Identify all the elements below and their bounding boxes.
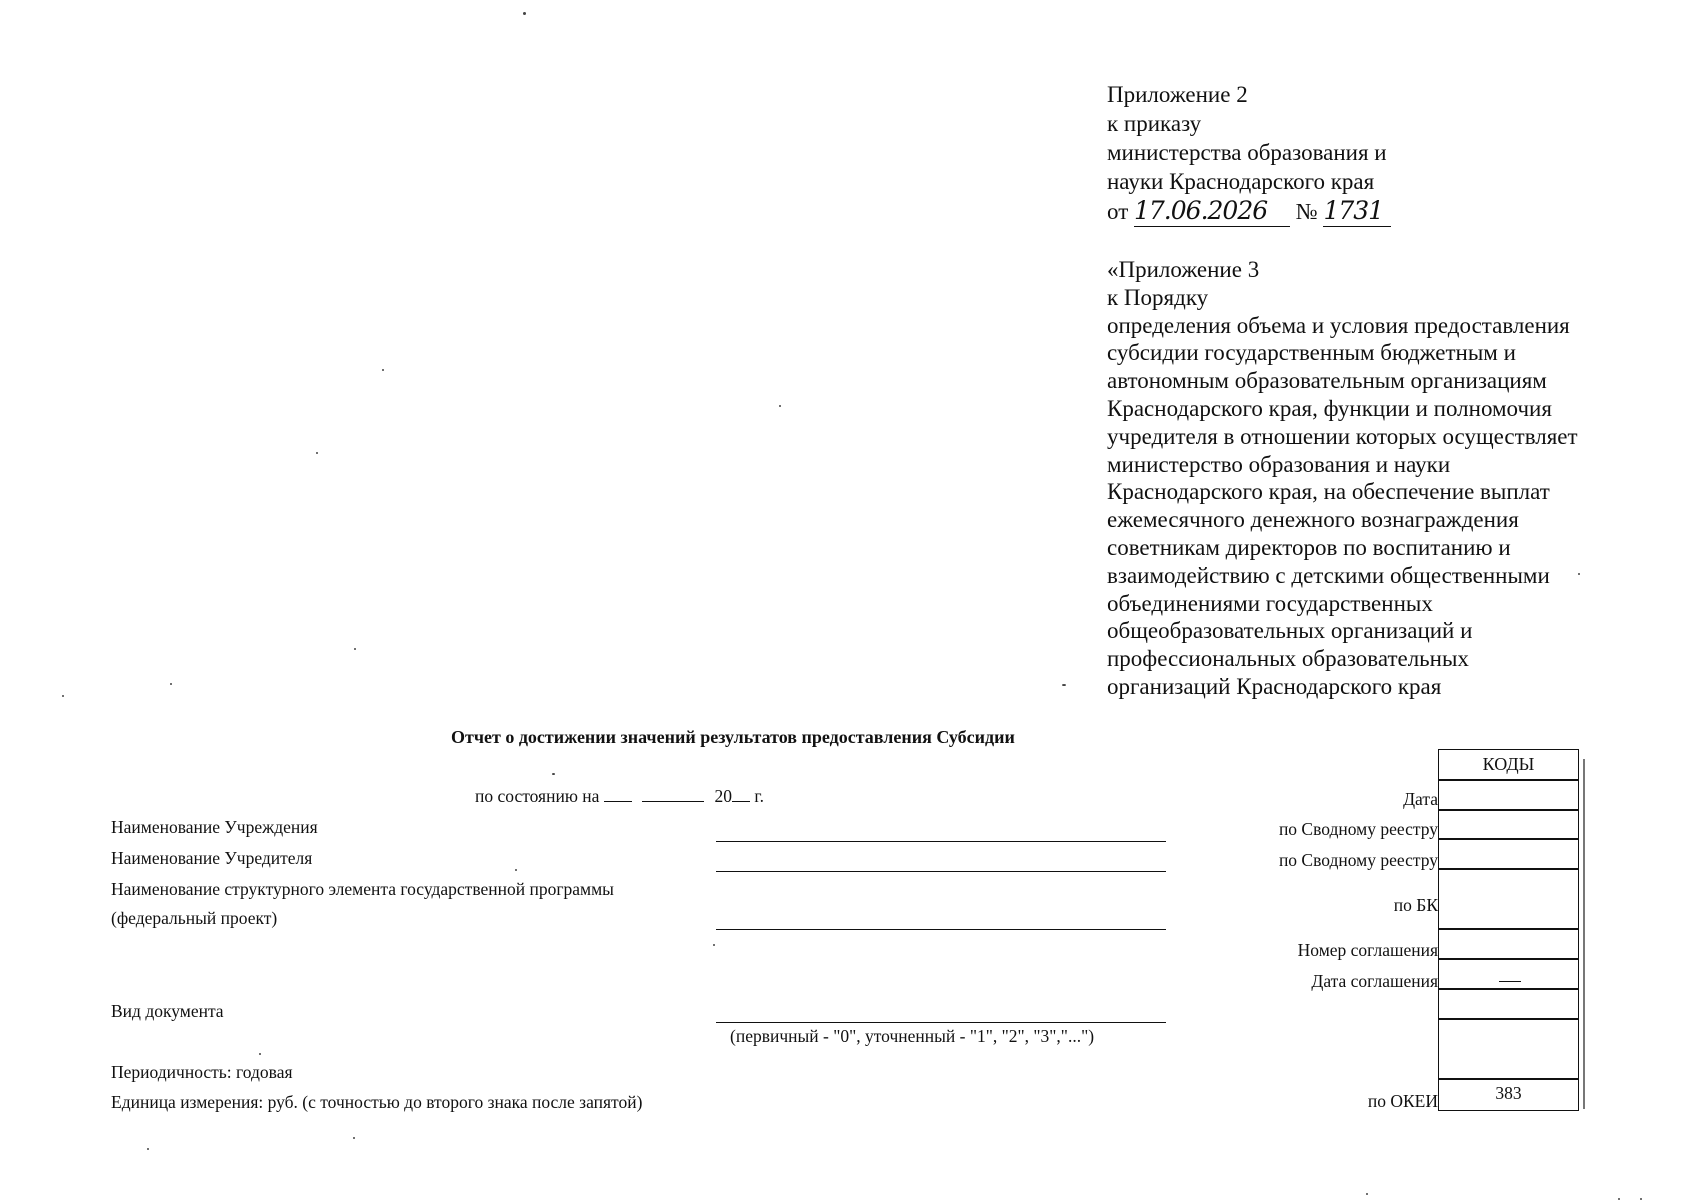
unit-label: Единица измерения: руб. (с точностью до второго знака после запятой) (111, 1092, 643, 1112)
scan-speck (1366, 1193, 1368, 1195)
program-field[interactable] (716, 929, 1166, 930)
appendix-2-block (1107, 80, 1391, 227)
as-of-year: 20 (714, 786, 733, 806)
agreement-number-label: Номер соглашения (1297, 940, 1438, 960)
order-date-handwritten: 17.06.2026 (1134, 196, 1268, 225)
appendix-3-line: профессиональных образовательных (1107, 646, 1469, 672)
founder-field[interactable] (716, 871, 1166, 872)
appendix-3-line: учредителя в отношении которых осуществляет (1107, 423, 1578, 449)
appendix-3-line: взаимодействию с детскими общественными (1107, 562, 1550, 588)
agreement-number-cell[interactable] (1438, 928, 1579, 960)
scan-speck (1062, 684, 1066, 686)
order-prefix: от (1107, 199, 1129, 224)
appendix-3-line: советникам директоров по воспитанию и (1107, 534, 1511, 560)
appendix-3-line: организаций Краснодарского края (1107, 673, 1442, 699)
founder-label: Наименование Учредителя (111, 848, 313, 868)
agreement-date-cell[interactable] (1438, 958, 1579, 990)
extra-code-cell[interactable] (1438, 1018, 1579, 1080)
scan-speck (147, 1148, 149, 1150)
registry-code-label-2: по Сводному реестру (1278, 850, 1438, 870)
agreement-date-label: Дата соглашения (1311, 971, 1438, 991)
scan-speck (523, 12, 526, 15)
bk-code-label: по БК (1393, 895, 1438, 915)
appendix-3-line: «Приложение 3 (1107, 257, 1260, 282)
appendix-2-line: к приказу (1107, 111, 1202, 136)
scan-speck (552, 773, 555, 775)
appendix-3-block (1107, 256, 1578, 701)
scan-speck (354, 648, 356, 650)
codes-table (1438, 749, 1582, 1115)
appendix-3-line: объединениями государственных (1107, 590, 1433, 616)
doc-type-field[interactable] (716, 1022, 1166, 1023)
appendix-3-line: к Порядку (1107, 284, 1209, 310)
okei-code-value: 383 (1495, 1083, 1522, 1103)
okei-code-label: по ОКЕИ (1367, 1091, 1438, 1111)
scan-speck (259, 1053, 261, 1055)
doc-type-code-cell[interactable] (1438, 988, 1579, 1020)
registry-code-cell-2[interactable] (1438, 838, 1579, 870)
program-label-line2: (федеральный проект) (111, 908, 278, 928)
appendix-3-line: определения объема и условия предоставления (1107, 312, 1570, 338)
appendix-2-line: Приложение 2 (1107, 82, 1248, 107)
appendix-3-line: министерство образования и науки (1107, 451, 1451, 477)
as-of-suffix: г. (754, 786, 764, 806)
order-line (1107, 196, 1391, 227)
as-of-prefix: по состоянию на (475, 786, 600, 806)
order-number-field (1323, 196, 1391, 227)
scan-speck (170, 683, 172, 685)
scan-speck (353, 1137, 355, 1139)
table-shadow (1583, 759, 1585, 1109)
doc-type-hint: (первичный - "0", уточненный - "1", "2", "3","...") (730, 1026, 1095, 1046)
appendix-3-line: субсидии государственным бюджетным и (1107, 340, 1516, 366)
bk-code-cell[interactable] (1438, 868, 1579, 930)
appendix-3-line: ежемесячного денежного вознаграждения (1107, 507, 1519, 533)
order-number-handwritten: 1731 (1323, 196, 1384, 225)
institution-field[interactable] (716, 841, 1166, 842)
program-label-line1: Наименование структурного элемента государственной программы (111, 879, 614, 899)
appendix-2-line: науки Краснодарского края (1107, 169, 1375, 194)
order-number-sign: № (1295, 199, 1318, 224)
scan-speck (62, 695, 64, 697)
appendix-3-line: Краснодарского края, функции и полномочия (1107, 395, 1552, 421)
order-date-field (1134, 196, 1290, 227)
periodicity-label: Периодичность: годовая (111, 1062, 293, 1082)
doc-type-label: Вид документа (111, 1001, 224, 1021)
registry-code-label-1: по Сводному реестру (1278, 819, 1438, 839)
appendix-2-line: министерства образования и (1107, 140, 1387, 165)
registry-code-cell-1[interactable] (1438, 809, 1579, 840)
institution-label: Наименование Учреждения (111, 817, 318, 837)
appendix-3-line: Краснодарского края, на обеспечение выплат (1107, 479, 1550, 505)
date-code-label: Дата (1403, 789, 1438, 809)
as-of-line (475, 786, 764, 807)
report-title: Отчет о достижении значений результатов предоставления Субсидии (451, 727, 1015, 747)
scan-speck (779, 405, 781, 407)
scan-speck (713, 944, 715, 946)
appendix-3-line: общеобразовательных организаций и (1107, 618, 1473, 644)
codes-header: КОДЫ (1438, 749, 1579, 781)
scan-speck (1578, 573, 1580, 575)
date-code-cell[interactable] (1438, 779, 1579, 811)
scan-speck (382, 369, 384, 371)
scan-speck (316, 452, 318, 454)
scan-speck (515, 869, 517, 871)
okei-code-cell[interactable] (1438, 1078, 1579, 1111)
appendix-3-line: автономным образовательным организациям (1107, 368, 1547, 394)
